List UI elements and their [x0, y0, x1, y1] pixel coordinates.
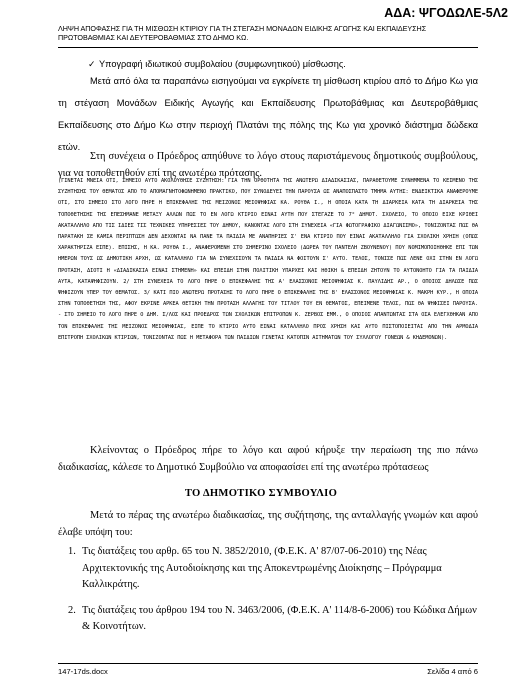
list-item — [58, 544, 478, 594]
list-item-number: 1. — [68, 546, 76, 557]
bullet-text: Υπογραφή ιδιωτικού συμβολαίου (συμφωνητικού) μίσθωσης. — [99, 59, 346, 69]
checkmark-icon: ✓ — [88, 59, 96, 69]
ada-code: ΑΔΑ: ΨΓΟΔΩΛΕ-5Λ2 — [384, 6, 508, 20]
proposal-paragraph: Μετά από όλα τα παραπάνω εισηγούμαι να εγκρίνετε τη μίσθωση κτιρίου από το Δήμο Κω για τη στέγαση Μονάδων Ειδικής Αγωγής και Εκπαίδευσης Πρωτοβάθμιας και Δευτεροβάθμιας Εκπαίδευσης στο Δήμο Κω στην περιοχή Πλατάνι της πόλης της Κω για χρονικό διάστημα δώδεκα ετών. — [58, 76, 478, 152]
list-item-text: Τις διατάξεις του άρθρου 194 του Ν. 3463/2006, (Φ.Ε.Κ. Α' 114/8-6-2006) του Κώδικα Δήμων & Κοινοτήτων. — [82, 604, 477, 632]
footer-page-number: Σελίδα 4 από 6 — [427, 667, 478, 676]
footer-divider — [58, 663, 478, 664]
section-title: ΤΟ ΔΗΜΟΤΙΚΟ ΣΥΜΒΟΥΛΙΟ — [184, 488, 338, 499]
footer-filename: 147-17ds.docx — [58, 667, 108, 676]
list-item-text: Τις διατάξεις του αρθρ. 65 του Ν. 3852/2010, (Φ.Ε.Κ. Α' 87/07-06-2010) της Νέας Αρχιτεκτονικής της Αυτοδιοίκησης και της Αποκεντρωμένης Διοίκησης – Πρόγραμμα Καλλικράτης. — [82, 546, 442, 590]
list-item-number: 2. — [68, 604, 76, 616]
considerations-list — [58, 544, 478, 645]
document-header: ΛΗΨΗ ΑΠΟΦΑΣΗΣ ΓΙΑ ΤΗ ΜΙΣΘΩΣΗ ΚΤΙΡΙΟΥ ΓΙΑ ΤΗ ΣΤΕΓΑΣΗ ΜΟΝΑΔΩΝ ΕΙΔΙΚΗΣ ΑΓΩΓΗΣ ΚΑΙ ΕΚΠΑΙΔΕΥΣΗΣ ΠΡΩΤΟΒΑΘΜΙΑΣ ΚΑΙ ΔΕΥΤΕΡΟΒΑΘΜΙΑΣ ΣΤΟ ΔΗΜΟ ΚΩ. — [58, 24, 427, 42]
discussion-excerpt: (ΓΙΝΕΤΑΙ ΜΝΕΙΑ ΟΤΙ, ΣΗΜΕΙΟ ΑΥΤΟ ΑΚΟΛΟΥΘΗΣΕ ΣΥΖΗΤΗΣΗ: ΓΙΑ ΤΗΝ ΟΡΘΟΤΗΤΑ ΤΗΣ ΑΝΩΤΕΡΩ ΔΙΑΔΙΚΑΣΙΑΣ, ΠΑΡΑΘΕΤΟΥΜΕ ΣΥΝΗΜΜΕΝΑ ΤΟ ΚΕΙΜΕΝΟ ΤΗΣ ΣΥΖΗΤΗΣΗΣ ΤΟΥ ΘΕΜΑΤΟΣ ΑΠΟ ΤΟ ΑΠΟΜΑΓΝΗΤΟΦΩΝΗΜΕΝΟ ΠΡΑΚΤΙΚΟ, ΠΟΥ ΣΥΝΟΔΕΥΕΙ ΤΗΝ ΠΑΡΟΥΣΑ ΩΣ ΑΝΑΠΟΣΠΑΣΤΟ ΤΜΗΜΑ ΑΥΤΗΣ: ΕΝΔΕΙΚΤΙΚΑ ΑΝΑΦΕΡΟΥΜΕ ΟΤΙ, ΣΤΟ ΣΗΜΕΙΟ ΣΤΟ ΛΟΓΟ ΠΗΡΕ Η ΕΠΙΚΕΦΑΛΗΣ ΤΗΣ ΜΕΙΖΟΝΟΣ ΜΕΙΟΨΗΦΙΑΣ ΚΑ. ΡΟΥΘΑ Ι., Η ΟΠΟΙΑ ΚΑΤΑ ΤΗ ΔΙΑΡΚΕΙΑ ΚΑΤΑ ΤΗ ΔΙΑΡΚΕΙΑ ΤΗΣ ΤΟΠΟΘΕΤΗΣΗΣ ΤΗΣ ΕΠΕΣΗΜΑΝΕ ΜΕΤΑΞΥ ΑΛΛΩΝ ΠΩΣ ΤΟ ΕΝ ΛΟΓΩ ΚΤΙΡΙΟ ΕΙΝΑΙ ΑΥΤΗ ΠΟΥ ΣΤΕΓΑΖΕ ΤΟ 7° ΔΗΜΟΤ. ΣΧΟΛΕΙΟ, ΤΟ ΟΠΟΙΟ ΕΙΧΕ ΚΡΙΘΕΙ ΑΚΑΤΑΛΛΗΛΟ ΑΠΟ ΤΙΣ ΙΔΙΕΣ ΤΙΣ ΤΕΧΝΙΚΕΣ ΥΠΗΡΕΣΙΕΣ ΤΟΥ ΔΗΜΟΥ, ΚΑΝΟΝΤΑΣ ΛΟΓΟ ΣΤΗ ΣΥΝΕΧΕΙΑ «ΓΙΑ ΦΩΤΟΓΡΑΦΙΚΟ ΔΙΑΓΩΝΙΣΜΟ», ΤΟΝΙΖΟΝΤΑΣ ΠΩΣ ΘΑ ΠΑΡΑΤΑΚΗ ΣΕ ΚΑΜΙΑ ΠΕΡΙΠΤΩΣΗ ΔΕΝ ΔΕΧΟΝΤΑΙ ΝΑ ΠΑΝΕ ΤΑ ΠΑΙΔΙΑ ΜΕ ΑΝΑΠΗΡΙΕΣ Σ' ΕΝΑ ΚΤΙΡΙΟ ΠΟΥ ΕΙΝΑΙ ΑΚΑΤΑΛΛΗΛΟ ΓΙΑ ΣΧΟΛΙΚΗ ΧΡΗΣΗ (ΟΠΩΣ ΧΑΡΑΚΤΗΡΙΖΑ ΕΙΠΕ). ΕΠΙΣΗΣ, Η ΚΑ. ΡΟΥΘΑ Ι., ΑΝΑΦΕΡΟΜΕΝΗ ΣΤΟ ΣΗΜΕΡΙΝΟ ΣΧΟΛΕΙΟ (ΔΩΡΕΑ ΤΟΥ ΠΑΝΤΕΛΗ ΖΒΟΥΝΕΝΟΥ) ΠΟΥ ΝΟΜΙΜΟΠΟΙΗΘΗΚΕ ΕΠΙ ΤΩΝ ΗΜΕΡΩΝ ΤΟΥΣ ΩΣ ΔΗΜΟΤΙΚΗ ΑΡΧΗ, ΩΣ ΚΑΤΑΛΛΗΛΟ ΓΙΑ ΝΑ ΣΥΝΕΧΙΣΟΥΝ ΤΑ ΠΑΙΔΙΑ ΝΑ ΦΟΙΤΟΥΝ Σ' ΑΥΤΟ. ΤΕΛΟΣ, ΤΟΝΙΣΕ ΠΩΣ ΛΕΝΕ ΟΧΙ ΣΤΗΝ ΕΝ ΛΟΓΩ ΠΡΟΤΑΣΗ, ΔΙΟΤΙ Η «ΔΙΑΔΙΚΑΣΙΑ ΕΙΝΑΙ ΣΤΗΜΕΝΗ» ΚΑΙ ΕΠΕΙΔΗ ΣΤΗΝ ΠΟΛΙΤΙΚΗ ΥΠΑΡΧΕΙ ΚΑΙ ΗΘΙΚΗ & ΕΠΕΙΔΗ ΖΗΤΟΥΝ ΤΟ ΑΥΤΟΝΟΗΤΟ ΓΙΑ ΤΑ ΠΑΙΔΙΑ ΑΥΤΑ, ΚΑΤΑΨΗΦΙΖΟΥΝ. 2/ ΣΤΗ ΣΥΝΕΧΕΙΑ ΤΟ ΛΟΓΟ ΠΗΡΕ Ο ΕΠΙΚΕΦΑΛΗΣ ΤΗΣ Α' ΕΛΑΣΣΟΝΟΣ ΜΕΙΟΨΗΦΙΑΣ Κ. ΠΑΥΛΙΔΗΣ ΑΡ., Ο ΟΠΟΙΟΣ ΔΗΛΩΣΕ ΠΩΣ ΨΗΦΙΖΟΥΝ ΥΠΕΡ ΤΟΥ ΘΕΜΑΤΟΣ. 3/ ΚΑΤΙ ΠΙΟ ΑΝΩΤΕΡΩ ΠΡΟΤΑΣΗΣ ΤΟ ΛΟΓΟ ΠΗΡΕ Ο ΕΠΙΚΕΦΑΛΗΣ ΤΗΣ Β' ΕΛΑΣΣΟΝΟΣ ΜΕΙΟΨΗΦΙΑΣ Κ. ΜΑΚΡΗ ΚΥΡ., Η ΟΠΟΙΑ ΣΤΗΝ ΤΟΠΟΘΕΤΗΣΗ ΤΗΣ, ΑΦΟΥ ΕΚΡΙΝΕ ΑΡΚΕΑ ΘΕΤΙΚΗ ΤΗΝ ΠΡΟΤΑΣΗ ΑΛΛΑΓΗΣ ΤΟΥ ΤΙΤΛΟΥ ΤΟΥ ΕΝ ΘΕΜΑΤΟΣ, ΕΠΕΙΜΕΝΕ ΤΕΛΟΣ, ΠΩΣ ΘΑ ΨΗΦΙΣΕΙ ΠΑΡΟΥΣΑ. - ΣΤΟ ΣΗΜΕΙΟ ΤΟ ΛΟΓΟ ΠΗΡΕ Ο ΔΗΜ. Σ/ΛΟΣ ΚΑΙ ΠΡΟΕΔΡΟΣ ΤΩΝ ΣΧΟΛΙΚΩΝ ΕΠΙΤΡΟΠΩΝ Κ. ΖΕΡΒΟΣ ΕΜΜ., Ο ΟΠΟΙΟΣ ΑΠΑΝΤΩΝΤΑΣ ΣΤΑ ΟΣΑ ΕΛΕΓΧΘΗΚΑΝ ΑΠΟ ΤΟΝ ΕΠΙΚΕΦΑΛΗΣ ΤΗΣ ΜΕΙΖΟΝΟΣ ΜΕΙΟΨΗΦΙΑΣ, ΕΙΠΕ ΤΟ ΚΤΙΡΙΟ ΑΥΤΟ ΕΙΝΑΙ ΚΑΤΑΛΛΗΛΟ ΠΡΟΣ ΧΡΗΣΗ ΚΑΙ ΑΥΤΟ ΠΙΣΤΟΠΟΙΕΙΤΑΙ ΑΠΟ ΤΗΝ ΑΡΜΟΔΙΑ ΕΠΙΤΡΟΠΗ ΣΧΟΛΙΚΩΝ ΚΤΙΡΙΩΝ, ΤΟΝΙΖΟΝΤΑΣ ΠΩΣ Η ΜΕΤΑΦΟΡΑ ΤΩΝ ΠΑΙΔΙΩΝ ΓΙΝΕΤΑΙ ΚΑΤΟΠΙΝ ΑΙΤΗΜΑΤΩΝ ΤΟΥ ΣΥΛΛΟΓΟΥ ΓΟΝΕΩΝ & ΚΗΔΕΜΟΝΩΝ). — [58, 178, 478, 341]
closing-paragraph: Κλείνοντας ο Πρόεδρος πήρε το λόγο και αφού κήρυξε την περαίωση της πιο πάνω διαδικασίας, κάλεσε το Δημοτικό Συμβούλιο να αποφασίσει επί της ανωτέρω πρότασεως — [58, 445, 478, 473]
president-paragraph: Στη συνέχεια ο Πρόεδρος απηύθυνε το λόγο στους παριστάμενους δημοτικούς συμβούλους, για να τοποθετηθούν επί της ανωτέρω πρότασης. — [58, 151, 478, 179]
list-item — [58, 603, 478, 636]
header-divider — [58, 47, 478, 48]
intro-paragraph: Μετά το πέρας της ανωτέρω διαδικασίας, της συζήτησης, της ανταλλαγής γνωμών και αφού έλαβε υπόψη του: — [58, 510, 478, 538]
